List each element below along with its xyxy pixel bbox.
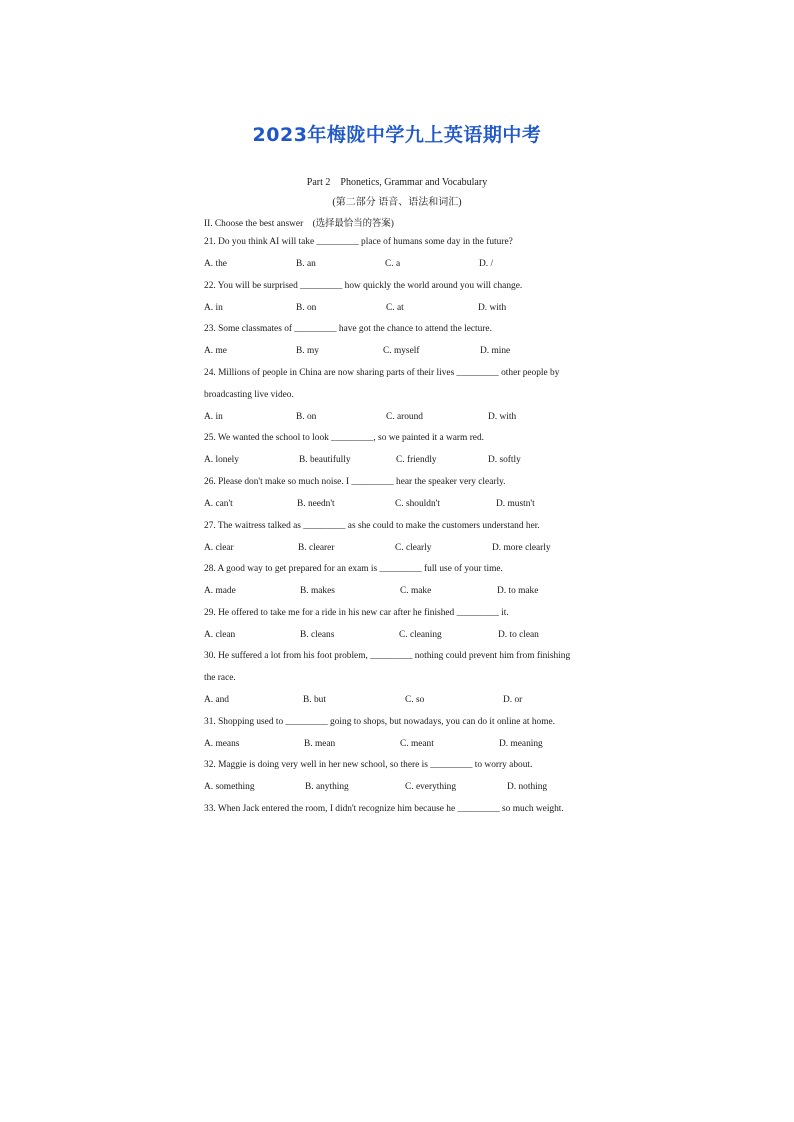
question-25-option-c: C. friendly [396, 455, 437, 465]
question-28-option-b: B. makes [300, 586, 335, 596]
question-30-stem: 30. He suffered a lot from his foot problem, _________ nothing could prevent him from finishing [204, 651, 571, 661]
question-31-stem: 31. Shopping used to _________ going to shops, but nowadays, you can do it online at home. [204, 717, 556, 727]
question-32-option-b: B. anything [305, 782, 349, 792]
question-33-stem: 33. When Jack entered the room, I didn't recognize him because he _________ so much weight. [204, 804, 564, 814]
question-29-option-c: C. cleaning [399, 630, 442, 640]
question-28-stem: 28. A good way to get prepared for an exam is _________ full use of your time. [204, 564, 503, 574]
question-27-option-b: B. clearer [298, 543, 335, 553]
question-24-stem: 24. Millions of people in China are now sharing parts of their lives _________ other people by [204, 368, 560, 378]
question-31-option-d: D. meaning [499, 739, 543, 749]
question-31-option-b: B. mean [304, 739, 336, 749]
question-29-stem: 29. He offered to take me for a ride in his new car after he finished _________ it. [204, 608, 509, 618]
question-23-option-d: D. mine [480, 346, 511, 356]
part-heading-chinese: (第二部分 语音、语法和词汇) [332, 197, 462, 208]
question-21-option-b: B. an [296, 259, 316, 269]
question-24-option-d: D. with [488, 412, 517, 422]
question-28-option-c: C. make [400, 586, 432, 596]
question-22-option-d: D. with [478, 303, 507, 313]
question-21-option-d: D. / [479, 259, 494, 269]
question-23-option-b: B. my [296, 346, 319, 356]
question-32-option-d: D. nothing [507, 782, 548, 792]
question-21-stem: 21. Do you think AI will take _________ place of humans some day in the future? [204, 237, 513, 247]
document-title: 2023年梅陇中学九上英语期中考 [252, 124, 542, 146]
question-24-option-a: A. in [204, 412, 223, 422]
question-29-option-b: B. cleans [300, 630, 335, 640]
question-30-option-d: D. or [503, 695, 523, 705]
question-26-option-a: A. can't [204, 499, 233, 509]
question-28-option-a: A. made [204, 586, 236, 596]
question-23-option-a: A. me [204, 346, 227, 356]
question-25-option-b: B. beautifully [299, 455, 351, 465]
question-32-option-a: A. something [204, 782, 255, 792]
question-26-stem: 26. Please don't make so much noise. I _________ hear the speaker very clearly. [204, 477, 506, 487]
question-30-option-b: B. but [303, 695, 326, 705]
question-25-stem: 25. We wanted the school to look _________, so we painted it a warm red. [204, 433, 485, 443]
question-30-option-a: A. and [204, 695, 229, 705]
question-22-option-b: B. on [296, 303, 317, 313]
question-31-option-c: C. meant [400, 739, 434, 749]
question-21-option-a: A. the [204, 259, 227, 269]
question-27-stem: 27. The waitress talked as _________ as she could to make the customers understand her. [204, 521, 540, 531]
question-23-stem: 23. Some classmates of _________ have got the chance to attend the lecture. [204, 324, 492, 334]
question-23-option-c: C. myself [383, 346, 420, 356]
question-29-option-a: A. clean [204, 630, 236, 640]
question-31-option-a: A. means [204, 739, 240, 749]
question-27-option-c: C. clearly [395, 543, 432, 553]
question-24-option-c: C. around [386, 412, 423, 422]
question-22-stem: 22. You will be surprised _________ how quickly the world around you will change. [204, 281, 523, 291]
question-24-option-b: B. on [296, 412, 317, 422]
part-heading: Part 2 Phonetics, Grammar and Vocabulary [306, 177, 488, 188]
question-25-option-a: A. lonely [204, 455, 239, 465]
question-29-option-d: D. to clean [498, 630, 539, 640]
question-30-option-c: C. so [405, 695, 425, 705]
question-24-stem-continued: broadcasting live video. [204, 390, 294, 400]
question-32-stem: 32. Maggie is doing very well in her new school, so there is _________ to worry about. [204, 760, 533, 770]
section-heading: II. Choose the best answer (选择最恰当的答案) [204, 219, 394, 229]
question-28-option-d: D. to make [497, 586, 539, 596]
question-30-stem-continued: the race. [204, 673, 236, 683]
question-27-option-d: D. more clearly [492, 543, 551, 553]
question-32-option-c: C. everything [405, 782, 457, 792]
question-21-option-c: C. a [385, 259, 401, 269]
question-22-option-c: C. at [386, 303, 404, 313]
question-26-option-d: D. mustn't [496, 499, 535, 509]
question-25-option-d: D. softly [488, 455, 521, 465]
question-27-option-a: A. clear [204, 543, 234, 553]
question-26-option-c: C. shouldn't [395, 499, 440, 509]
question-26-option-b: B. needn't [297, 499, 335, 509]
question-22-option-a: A. in [204, 303, 223, 313]
